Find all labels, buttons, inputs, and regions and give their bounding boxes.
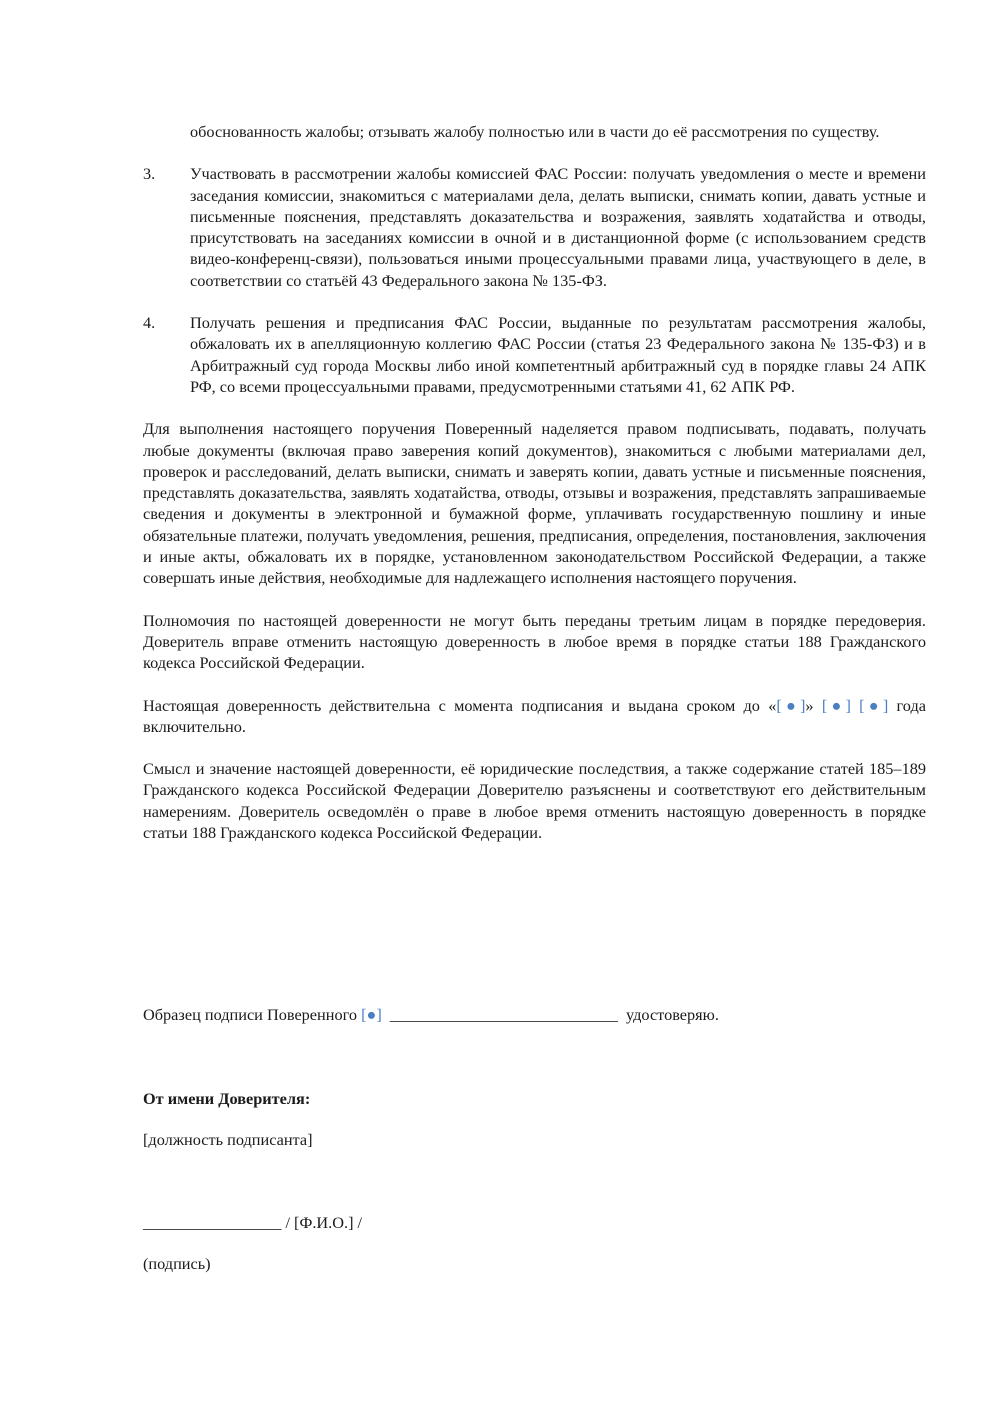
list-item-3 [143,163,926,291]
validity-paragraph [143,695,926,738]
list-text: Участвовать в рассмотрении жалобы комиссией ФАС России: получать уведомления о месте и времени заседания комиссии, знакомиться с материалами дела, делать выписки, снимать копии, давать устные и письменные пояснения, представлять доказательства и возражения, заявлять ходатайства и отводы, присутствовать на заседаниях комиссии в очной и в дистанционной форме (с использованием средств видео-конференц-связи), пользоваться иными процессуальными правами лица, участвующего в деле, в соответствии со статьёй 43 Федерального закона № 135-ФЗ. [190,164,926,290]
explanation-paragraph: Смысл и значение настоящей доверенности, её юридические последствия, а также содержание статей 185–189 Гражданского кодекса Российской Федерации Доверителю разъяснены и соответствуют его действительным намерениям. Доверитель осведомлён о праве в любое время отменить настоящую доверенность в порядке статьи 188 Гражданского кодекса Российской Федерации. [143,759,926,843]
continuation-paragraph: обоснованность жалобы; отзывать жалобу полностью или в части до её рассмотрения по существу. [190,122,880,141]
validity-day-placeholder: [●] [776,695,806,715]
signature-sample-line [143,1004,926,1025]
list-text: Получать решения и предписания ФАС России, выданные по результатам рассмотрения жалобы, обжаловать их в апелляционную коллегию ФАС России (статья 23 Федерального закона № 135-ФЗ) и в Арбитражный суд города Москвы либо иной компетентный арбитражный суд в порядке главы 24 АПК РФ, со всеми процессуальными правами, предусмотренными статьями 41, 62 АПК РФ. [190,313,926,396]
validity-year-placeholder: [●] [859,695,889,715]
no-delegation-paragraph: Полномочия по настоящей доверенности не могут быть переданы третьим лицам в порядке передоверия. Доверитель вправе отменить настоящую доверенность в любое время в порядке статьи 188 Гражданского кодекса Российской Федерации. [143,610,926,673]
principal-signature-line: _________________ / [Ф.И.О.] / [143,1213,363,1232]
validity-quote-close: » [805,695,822,715]
signature-sample-label: Образец подписи Поверенного [143,1005,362,1024]
signature-blank: ____________________________ [381,1005,626,1024]
validity-suffix: года включительно. [143,695,926,736]
list-number: 4. [143,313,156,333]
attorney-name-placeholder: [●] [361,1005,382,1024]
list-item-4 [143,312,926,397]
certify-text: удостоверяю. [626,1005,719,1024]
signatory-position: [должность подписанта] [143,1130,313,1149]
powers-paragraph: Для выполнения настоящего поручения Поверенный наделяется правом подписывать, подавать, получать любые документы (включая право заверения копий документов), знакомиться с любыми материалами дел, проверок и расследований, делать выписки, снимать и заверять копии, давать устные и письменные пояснения, представлять доказательства, заявлять ходатайства, отводы, отзывы и возражения, представлять запрашиваемые сведения и документы в электронной и бумажной форме, уплачивать государственную пошлину и иные обязательные платежи, получать уведомления, решения, предписания, определения, постановления, заключения и иные акты, обжаловать их в порядке, установленном законодательством Российской Федерации, а также совершать иные действия, необходимые для надлежащего исполнения настоящего поручения. [143,419,926,588]
validity-prefix: Настоящая доверенность действительна с момента подписания и выдана сроком до « [143,695,777,715]
principal-label: От имени Доверителя: [143,1089,311,1108]
signature-caption: (подпись) [143,1254,211,1273]
validity-month-placeholder: [●] [821,695,851,715]
list-number: 3. [143,164,156,184]
document-body [143,121,926,843]
